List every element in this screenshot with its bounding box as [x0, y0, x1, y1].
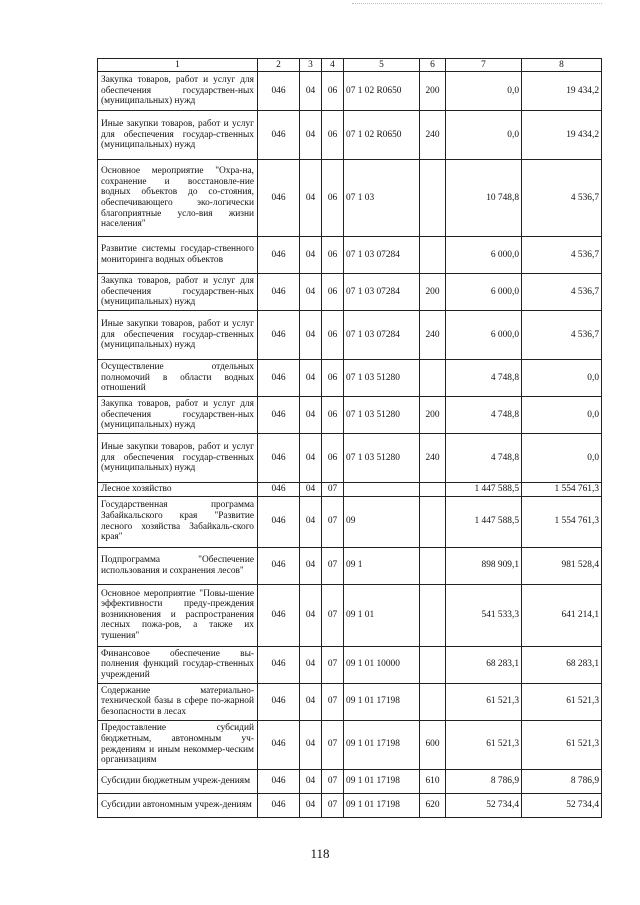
cell-section-code: 04: [300, 160, 322, 237]
cell-target-article: 07 1 03 51280: [344, 360, 420, 397]
cell-amount-year2: 0,0: [522, 360, 602, 397]
cell-grbs-code: 046: [258, 311, 300, 360]
cell-target-article: 07 1 03 07284: [344, 274, 420, 311]
cell-grbs-code: 046: [258, 111, 300, 160]
cell-subsection-code: 07: [322, 584, 344, 646]
cell-grbs-code: 046: [258, 720, 300, 769]
cell-target-article: 09 1 01 17198: [344, 683, 420, 720]
table-row: [98, 72, 602, 111]
table-row: [98, 360, 602, 397]
cell-target-article: 09 1 01 17198: [344, 720, 420, 769]
cell-amount-year1: 541 533,3: [446, 584, 522, 646]
cell-section-code: 04: [300, 584, 322, 646]
column-header: 1: [98, 59, 258, 72]
cell-expense-type: [420, 360, 446, 397]
cell-section-code: 04: [300, 72, 322, 111]
cell-amount-year1: 6 000,0: [446, 311, 522, 360]
column-header: 8: [522, 59, 602, 72]
cell-section-code: 04: [300, 397, 322, 434]
cell-section-code: 04: [300, 237, 322, 274]
table-row: [98, 311, 602, 360]
cell-subsection-code: 06: [322, 311, 344, 360]
cell-grbs-code: 046: [258, 237, 300, 274]
cell-section-code: 04: [300, 360, 322, 397]
cell-target-article: 07 1 03 51280: [344, 434, 420, 483]
cell-amount-year2: 8 786,9: [522, 769, 602, 793]
cell-section-code: 04: [300, 434, 322, 483]
cell-grbs-code: 046: [258, 584, 300, 646]
cell-expense-type: 600: [420, 720, 446, 769]
row-name: Основное мероприятие "Охра-на, сохранение и восстановле-ние водных объектов до со-стояния, обеспечивающего эко-логически благоприятные усло-вия жизни населения": [98, 160, 258, 237]
column-header: 2: [258, 59, 300, 72]
cell-expense-type: [420, 160, 446, 237]
cell-expense-type: 610: [420, 769, 446, 793]
cell-target-article: 09 1 01 10000: [344, 646, 420, 683]
cell-subsection-code: 06: [322, 274, 344, 311]
cell-target-article: 09 1 01: [344, 584, 420, 646]
cell-expense-type: 200: [420, 72, 446, 111]
cell-subsection-code: 07: [322, 769, 344, 793]
cell-amount-year1: 8 786,9: [446, 769, 522, 793]
table-row: [98, 274, 602, 311]
cell-target-article: 07 1 02 R0650: [344, 72, 420, 111]
cell-grbs-code: 046: [258, 547, 300, 584]
cell-subsection-code: 07: [322, 646, 344, 683]
row-name: Субсидии автономным учреж-дениям: [98, 793, 258, 817]
cell-amount-year1: 61 521,3: [446, 683, 522, 720]
row-name: Осуществление отдельных полномочий в области водных отношений: [98, 360, 258, 397]
cell-subsection-code: 06: [322, 72, 344, 111]
cell-expense-type: 240: [420, 111, 446, 160]
cell-amount-year2: 4 536,7: [522, 274, 602, 311]
table-row: [98, 496, 602, 547]
table-row: [98, 646, 602, 683]
cell-grbs-code: 046: [258, 483, 300, 497]
cell-section-code: 04: [300, 683, 322, 720]
row-name: Финансовое обеспечение вы-полнения функций государ-ственных учреждений: [98, 646, 258, 683]
cell-amount-year1: 68 283,1: [446, 646, 522, 683]
table-row: [98, 547, 602, 584]
cell-expense-type: 240: [420, 434, 446, 483]
cell-target-article: [344, 483, 420, 497]
row-name: Иные закупки товаров, работ и услуг для обеспечения государ-ственных (муниципальных) нужд: [98, 311, 258, 360]
table-row: [98, 397, 602, 434]
cell-amount-year1: 898 909,1: [446, 547, 522, 584]
table-row: [98, 483, 602, 497]
table-row: [98, 769, 602, 793]
row-name: Иные закупки товаров, работ и услуг для обеспечения государ-ственных (муниципальных) нужд: [98, 111, 258, 160]
table-row: [98, 160, 602, 237]
cell-amount-year2: 19 434,2: [522, 111, 602, 160]
table-row: [98, 683, 602, 720]
table-row: [98, 793, 602, 817]
cell-grbs-code: 046: [258, 72, 300, 111]
cell-subsection-code: 07: [322, 793, 344, 817]
cell-expense-type: [420, 547, 446, 584]
cell-subsection-code: 07: [322, 496, 344, 547]
cell-expense-type: [420, 584, 446, 646]
cell-amount-year1: 4 748,8: [446, 397, 522, 434]
cell-amount-year1: 52 734,4: [446, 793, 522, 817]
cell-expense-type: [420, 646, 446, 683]
row-name: Развитие системы государ-ственного мониторинга водных объектов: [98, 237, 258, 274]
table-body: [98, 72, 602, 818]
cell-amount-year2: 52 734,4: [522, 793, 602, 817]
cell-target-article: 07 1 03 51280: [344, 397, 420, 434]
row-name: Содержание материально-технической базы в сфере по-жарной безопасности в лесах: [98, 683, 258, 720]
cell-amount-year2: 641 214,1: [522, 584, 602, 646]
table-row: [98, 434, 602, 483]
cell-expense-type: 200: [420, 274, 446, 311]
cell-section-code: 04: [300, 646, 322, 683]
table-row: [98, 720, 602, 769]
cell-section-code: 04: [300, 793, 322, 817]
cell-expense-type: 620: [420, 793, 446, 817]
cell-section-code: 04: [300, 311, 322, 360]
cell-amount-year1: 6 000,0: [446, 237, 522, 274]
cell-subsection-code: 06: [322, 360, 344, 397]
cell-grbs-code: 046: [258, 769, 300, 793]
cell-amount-year1: 0,0: [446, 111, 522, 160]
cell-expense-type: [420, 683, 446, 720]
row-name: Закупка товаров, работ и услуг для обеспечения государствен-ных (муниципальных) нужд: [98, 72, 258, 111]
cell-amount-year2: 61 521,3: [522, 720, 602, 769]
row-name: Иные закупки товаров, работ и услуг для обеспечения государ-ственных (муниципальных) нужд: [98, 434, 258, 483]
cell-grbs-code: 046: [258, 646, 300, 683]
cell-expense-type: 200: [420, 397, 446, 434]
cell-grbs-code: 046: [258, 434, 300, 483]
cell-amount-year1: 1 447 588,5: [446, 483, 522, 497]
cell-amount-year2: 4 536,7: [522, 237, 602, 274]
row-name: Субсидии бюджетным учреж-дениям: [98, 769, 258, 793]
cell-subsection-code: 06: [322, 434, 344, 483]
cell-target-article: 07 1 02 R0650: [344, 111, 420, 160]
cell-subsection-code: 06: [322, 160, 344, 237]
row-name: Лесное хозяйство: [98, 483, 258, 497]
column-header: 4: [322, 59, 344, 72]
cell-amount-year2: 981 528,4: [522, 547, 602, 584]
cell-amount-year1: 1 447 588,5: [446, 496, 522, 547]
cell-subsection-code: 06: [322, 397, 344, 434]
table-row: [98, 111, 602, 160]
cell-amount-year1: 4 748,8: [446, 360, 522, 397]
cell-section-code: 04: [300, 496, 322, 547]
cell-expense-type: [420, 237, 446, 274]
cell-target-article: 09: [344, 496, 420, 547]
column-header: 3: [300, 59, 322, 72]
header-row: [98, 59, 602, 72]
cell-grbs-code: 046: [258, 274, 300, 311]
cell-subsection-code: 07: [322, 483, 344, 497]
scan-top-marks: [352, 0, 602, 4]
cell-amount-year2: 68 283,1: [522, 646, 602, 683]
row-name: Закупка товаров, работ и услуг для обеспечения государствен-ных (муниципальных) нужд: [98, 397, 258, 434]
page-number: 118: [310, 846, 330, 861]
row-name: Государственная программа Забайкальского края "Развитие лесного хозяйства Забайкаль-ского края": [98, 496, 258, 547]
cell-amount-year2: 0,0: [522, 397, 602, 434]
cell-amount-year2: 19 434,2: [522, 72, 602, 111]
cell-grbs-code: 046: [258, 496, 300, 547]
cell-expense-type: [420, 483, 446, 497]
row-name: Основное мероприятие "Повы-шение эффективности преду-преждения возникновения и распространения лесных пожа-ров, а также их тушения": [98, 584, 258, 646]
cell-target-article: 09 1: [344, 547, 420, 584]
cell-target-article: 07 1 03 07284: [344, 311, 420, 360]
cell-section-code: 04: [300, 547, 322, 584]
cell-amount-year1: 61 521,3: [446, 720, 522, 769]
cell-expense-type: 240: [420, 311, 446, 360]
cell-subsection-code: 06: [322, 237, 344, 274]
cell-section-code: 04: [300, 111, 322, 160]
cell-grbs-code: 046: [258, 160, 300, 237]
cell-amount-year2: 0,0: [522, 434, 602, 483]
row-name: Предоставление субсидий бюджетным, автономным уч-реждениям и иным некоммер-ческим организациям: [98, 720, 258, 769]
cell-grbs-code: 046: [258, 360, 300, 397]
cell-amount-year2: 1 554 761,3: [522, 483, 602, 497]
cell-section-code: 04: [300, 769, 322, 793]
cell-amount-year1: 10 748,8: [446, 160, 522, 237]
cell-grbs-code: 046: [258, 683, 300, 720]
cell-amount-year1: 4 748,8: [446, 434, 522, 483]
cell-section-code: 04: [300, 720, 322, 769]
cell-amount-year1: 0,0: [446, 72, 522, 111]
cell-amount-year2: 4 536,7: [522, 311, 602, 360]
cell-amount-year2: 61 521,3: [522, 683, 602, 720]
cell-subsection-code: 07: [322, 720, 344, 769]
cell-amount-year2: 4 536,7: [522, 160, 602, 237]
cell-grbs-code: 046: [258, 793, 300, 817]
cell-target-article: 07 1 03 07284: [344, 237, 420, 274]
column-header: 5: [344, 59, 420, 72]
budget-table: [97, 58, 602, 818]
cell-subsection-code: 06: [322, 111, 344, 160]
column-header: 6: [420, 59, 446, 72]
column-header: 7: [446, 59, 522, 72]
table-row: [98, 584, 602, 646]
cell-target-article: 07 1 03: [344, 160, 420, 237]
cell-amount-year2: 1 554 761,3: [522, 496, 602, 547]
cell-section-code: 04: [300, 274, 322, 311]
cell-subsection-code: 07: [322, 547, 344, 584]
cell-grbs-code: 046: [258, 397, 300, 434]
cell-expense-type: [420, 496, 446, 547]
cell-amount-year1: 6 000,0: [446, 274, 522, 311]
table-row: [98, 237, 602, 274]
row-name: Закупка товаров, работ и услуг для обеспечения государствен-ных (муниципальных) нужд: [98, 274, 258, 311]
cell-section-code: 04: [300, 483, 322, 497]
cell-subsection-code: 07: [322, 683, 344, 720]
cell-target-article: 09 1 01 17198: [344, 769, 420, 793]
row-name: Подпрограмма "Обеспечение использования и сохранения лесов": [98, 547, 258, 584]
cell-target-article: 09 1 01 17198: [344, 793, 420, 817]
